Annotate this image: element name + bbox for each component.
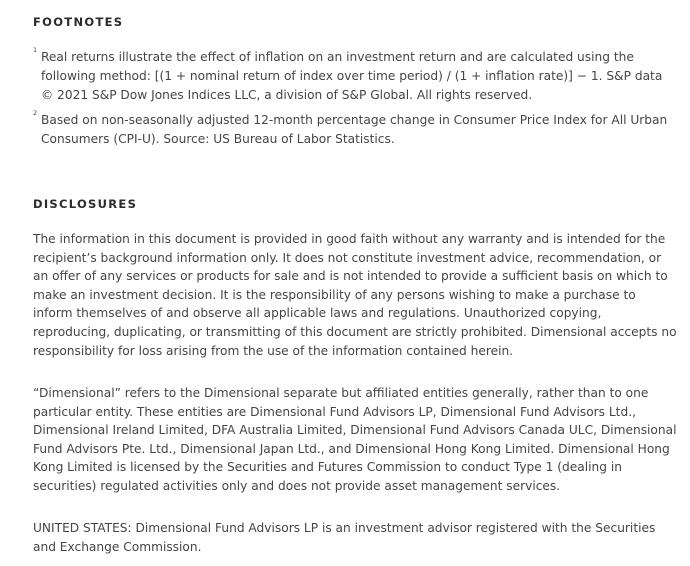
footnote-number: 1 bbox=[33, 46, 38, 54]
footnotes-heading: FOOTNOTES bbox=[33, 15, 124, 29]
footnote-text: Based on non-seasonally adjusted 12-month percentage change in Consumer Price Index for All Urban Consumers (CPI-U). Source: US Bureau of Labor Statistics. bbox=[41, 113, 668, 146]
footnote-item bbox=[33, 48, 673, 105]
footnote-text: Real returns illustrate the effect of inflation on an investment return and are calculated using the following method: [(1 + nominal return of index over time period) / (1 + inflation rate)] − 1. S&P data © 2021 S&P Dow Jones Indices LLC, a division of S&P Global. All rights reserved. bbox=[41, 50, 663, 102]
footnote-number: 2 bbox=[33, 109, 38, 117]
disclosure-paragraph: “Dimensional” refers to the Dimensional separate but affiliated entities generally, rather than to one particular entity. These entities are Dimensional Fund Advisors LP, Dimensional Fund Advisors Ltd., Dimensional Ireland Limited, DFA Australia Limited, Dimensional Fund Advisors Canada ULC, Dimensional Fund Advisors Pte. Ltd., Dimensional Japan Ltd., and Dimensional Hong Kong Limited. Dimensional Hong Kong Limited is licensed by the Securities and Futures Commission to conduct Type 1 (dealing in securities) regulated activities only and does not provide asset management services. bbox=[33, 386, 677, 493]
disclosure-paragraph: The information in this document is provided in good faith without any warranty and is intended for the recipient’s background information only. It does not constitute investment advice, recommendation, or an offer of any services or products for sale and is not intended to provide a sufficient basis on which to make an investment decision. It is the responsibility of any persons wishing to make a purchase to inform themselves of and observe all applicable laws and regulations. Unauthorized copying, reproducing, duplicating, or transmitting of this document are strictly prohibited. Dimensional accepts no responsibility for loss arising from the use of the information contained herein. bbox=[33, 232, 677, 358]
disclosure-paragraph: UNITED STATES: Dimensional Fund Advisors LP is an investment advisor registered with the Securities and Exchange Commission. bbox=[33, 521, 656, 554]
footnote-item bbox=[33, 111, 673, 149]
disclosures-heading: DISCLOSURES bbox=[33, 197, 138, 211]
